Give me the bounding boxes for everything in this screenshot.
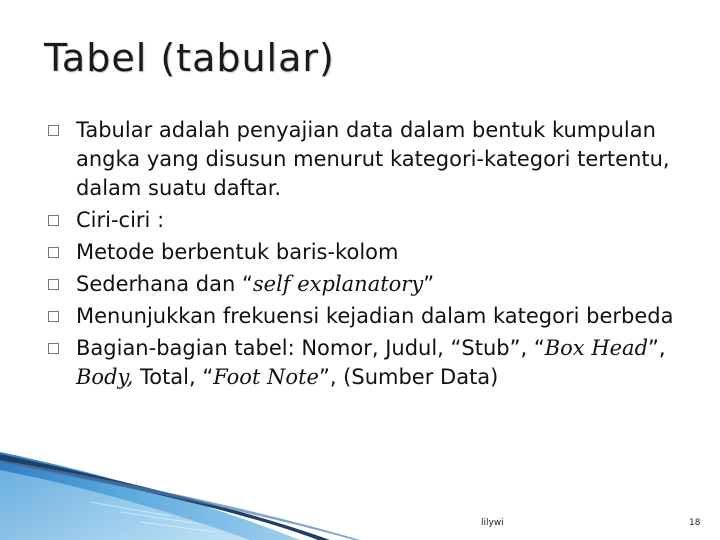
- checkbox-bullet-icon: [48, 247, 59, 258]
- checkbox-bullet-icon: [48, 311, 59, 322]
- bullet-list: [48, 116, 688, 392]
- checkbox-bullet-icon: [48, 215, 59, 226]
- bullet-emphasis: Body,: [76, 365, 134, 389]
- slide-title: Tabel (tabular): [44, 36, 335, 80]
- bullet-text-part: Total, “: [133, 365, 214, 389]
- footer-author: lilywi: [481, 518, 504, 528]
- bullet-item-ciri-ciri: [48, 206, 688, 235]
- bullet-text-part: Sederhana dan “: [76, 272, 253, 296]
- checkbox-bullet-icon: [48, 125, 59, 136]
- bullet-emphasis: Foot Note: [213, 365, 319, 389]
- bullet-item-frekuensi: [48, 302, 688, 331]
- bullet-text-part: ”,: [648, 336, 666, 360]
- bullet-text-part: ”, (Sumber Data): [318, 365, 499, 389]
- bullet-text: Menunjukkan frekuensi kejadian dalam kategori berbeda: [76, 304, 674, 328]
- bullet-item-metode: [48, 238, 688, 267]
- bullet-text-part: ”: [423, 272, 435, 296]
- bullet-item-bagian-tabel: [48, 334, 688, 392]
- checkbox-bullet-icon: [48, 279, 59, 290]
- checkbox-bullet-icon: [48, 343, 59, 354]
- bullet-emphasis: Box Head: [544, 336, 649, 360]
- decorative-wave-graphic: [0, 452, 720, 540]
- page-number: 18: [689, 518, 701, 528]
- bullet-text: Ciri-ciri :: [76, 208, 165, 232]
- bullet-emphasis: self explanatory: [252, 272, 424, 296]
- bullet-item-sederhana: [48, 270, 688, 299]
- bullet-item-tabular-definition: [48, 116, 688, 203]
- bullet-text-part: Bagian-bagian tabel: Nomor, Judul, “Stub”, “: [76, 336, 545, 360]
- bullet-text: Metode berbentuk baris-kolom: [76, 240, 399, 264]
- bullet-text: Tabular adalah penyajian data dalam bentuk kumpulan angka yang disusun menurut kategori-kategori tertentu, dalam suatu daftar.: [76, 118, 670, 200]
